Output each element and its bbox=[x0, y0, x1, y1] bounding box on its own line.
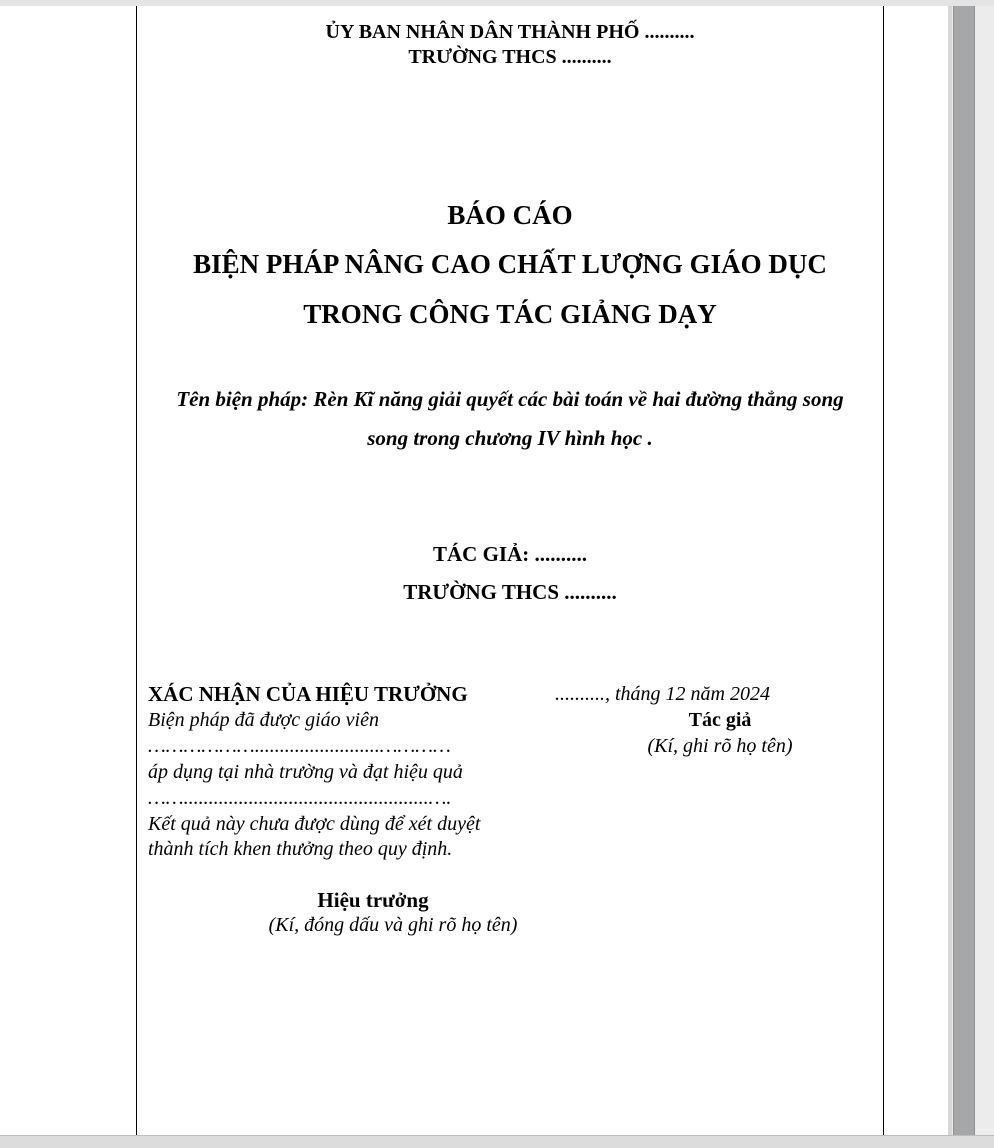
principal-signature-note: (Kí, đóng dấu và ghi rõ họ tên) bbox=[268, 914, 518, 936]
signature-date: .........., tháng 12 năm 2024 bbox=[555, 683, 770, 705]
confirmation-line-4: thành tích khen thưởng theo quy định. bbox=[148, 838, 453, 860]
header-school: TRƯỜNG THCS .......... bbox=[408, 46, 612, 68]
author-label: TÁC GIẢ: .......... bbox=[432, 542, 587, 566]
window-bottom-edge bbox=[0, 1135, 994, 1148]
report-subtitle-1: BIỆN PHÁP NÂNG CAO CHẤT LƯỢNG GIÁO DỤC bbox=[193, 249, 827, 279]
page-right-margin-line bbox=[883, 6, 884, 1135]
confirmation-line-3: Kết quả này chưa được dùng để xét duyệt bbox=[148, 813, 481, 835]
principal-label: Hiệu trưởng bbox=[317, 888, 429, 912]
author-signature-note: (Kí, ghi rõ họ tên) bbox=[647, 735, 793, 757]
page-left-margin-line bbox=[136, 6, 137, 1135]
measure-name-line-1: Tên biện pháp: Rèn Kĩ năng giải quyết các bài toán về hai đường thẳng song bbox=[176, 387, 844, 411]
confirmation-dots-1: ……………….........................………… bbox=[148, 735, 451, 757]
header-authority: ỦY BAN NHÂN DÂN THÀNH PHỐ .......... bbox=[325, 21, 695, 43]
report-subtitle-2: TRONG CÔNG TÁC GIẢNG DẠY bbox=[303, 299, 717, 329]
scrollbar-edge bbox=[948, 6, 952, 1135]
confirmation-line-2: áp dụng tại nhà trường và đạt hiệu quả bbox=[148, 761, 463, 783]
confirmation-heading: XÁC NHẬN CỦA HIỆU TRƯỞNG bbox=[148, 682, 468, 706]
confirmation-dots-2: …….................................................…. bbox=[148, 787, 452, 809]
vertical-scrollbar-thumb[interactable] bbox=[953, 6, 975, 1135]
measure-name-line-2: song trong chương IV hình học . bbox=[367, 426, 653, 450]
confirmation-line-1: Biện pháp đã được giáo viên bbox=[148, 709, 379, 731]
author-school: TRƯỜNG THCS .......... bbox=[403, 580, 617, 604]
author-signature-label: Tác giả bbox=[688, 709, 752, 731]
report-title: BÁO CÁO bbox=[447, 200, 573, 230]
document-page bbox=[0, 6, 948, 1135]
